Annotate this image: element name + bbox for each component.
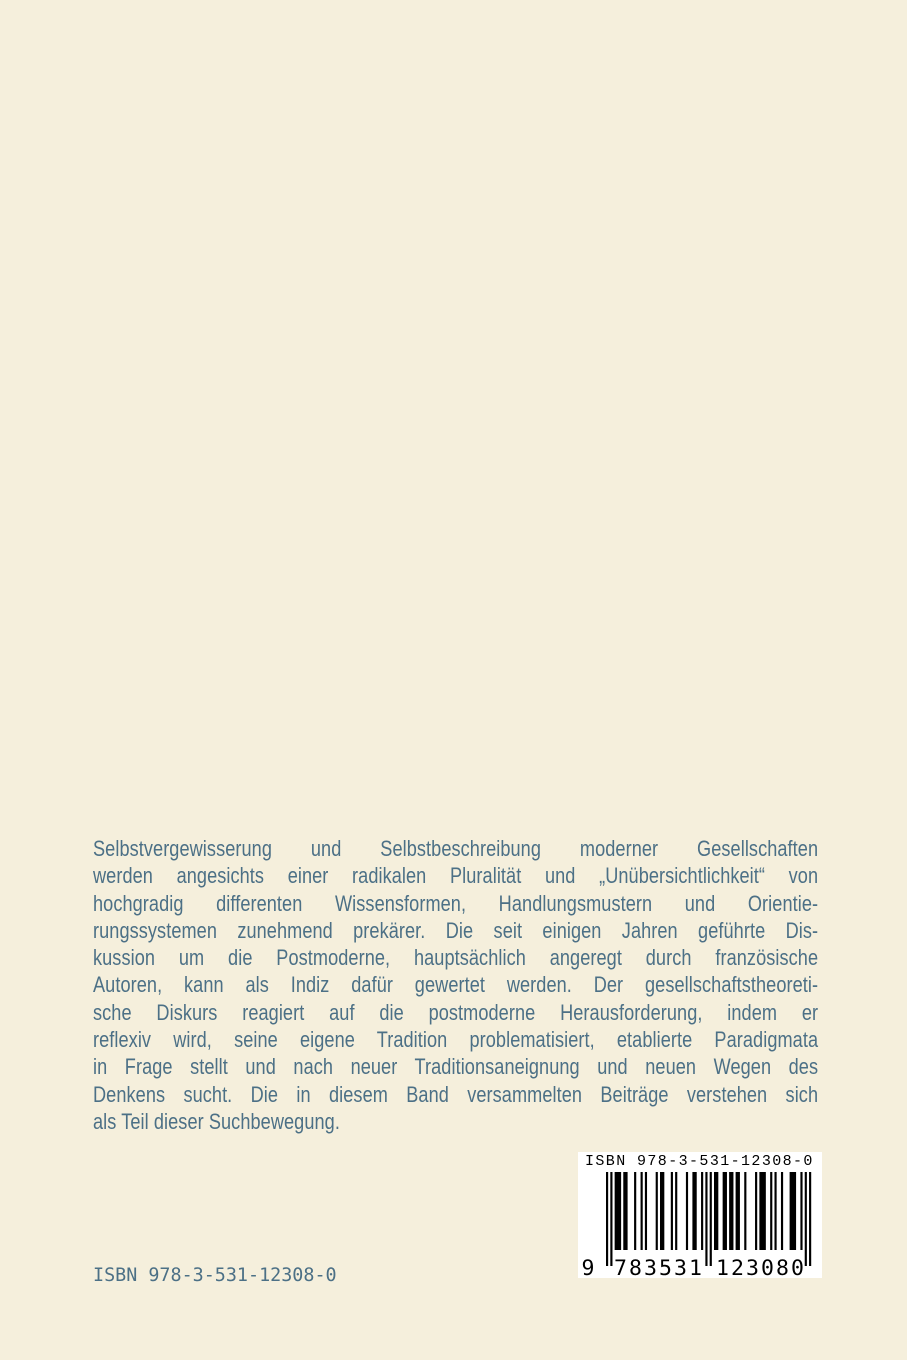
barcode-bar [790,1172,796,1250]
blurb-line: als Teil dieser Suchbewegung. [93,1108,340,1134]
blurb-line: werden angesichts einer radikalen Pluralität und „Unübersichtlichkeit“ von [93,863,819,889]
barcode-bar [615,1172,621,1250]
barcode-bar [701,1172,703,1250]
barcode-bar [800,1172,802,1250]
barcode-digits: 9 [581,1256,595,1278]
barcode-bar [714,1172,718,1250]
barcode-bar [675,1172,677,1250]
blurb-line: in Frage stellt und nach neuer Traditionsaneignung und neuen Wegen des [93,1054,819,1080]
barcode-bar [770,1172,772,1250]
barcode-bar [705,1172,707,1266]
blurb-line: Denkens sucht. Die in diesem Band versammelten Beiträge verstehen sich [93,1081,819,1107]
barcode-bar [671,1172,673,1250]
barcode-bar [710,1172,712,1266]
barcode-bar [645,1172,647,1250]
barcode-bar [623,1172,627,1250]
barcode-bar [736,1172,740,1250]
barcode-bar [729,1172,733,1250]
barcode-bar [774,1172,776,1250]
barcode-isbn-label: ISBN 978-3-531-12308-0 [585,1153,814,1170]
isbn-text: ISBN 978-3-531-12308-0 [93,1265,337,1286]
barcode-bar [805,1172,807,1266]
barcode-bar [781,1172,783,1250]
barcode-bar [641,1172,643,1250]
barcode-bar [755,1172,757,1250]
barcode-bar [759,1172,765,1250]
barcode-bar [606,1172,608,1266]
barcode-digits: 123080 [716,1256,804,1278]
barcode-bar [656,1172,658,1250]
barcode-bar [660,1172,664,1250]
barcode-bar [634,1172,636,1250]
barcode-bars-svg [578,1170,822,1278]
barcode-bar [686,1172,688,1250]
blurb-line: Autoren, kann als Indiz dafür gewertet werden. Der gesellschaftstheoreti- [93,972,819,998]
barcode-bar [809,1172,811,1266]
blurb-line: hochgradig differenten Wissensformen, Handlungsmustern und Orientie- [93,890,819,916]
blurb-line: Selbstvergewisserung und Selbstbeschreibung moderner Gesellschaften [93,836,819,861]
blurb-paragraph [93,835,818,1135]
barcode-digits: 783531 [614,1256,702,1278]
barcode-bar [610,1172,612,1266]
blurb-line: sche Diskurs reagiert auf die postmoderne Herausforderung, indem er [93,999,819,1025]
blurb-line: kussion um die Postmoderne, hauptsächlich angeregt durch französische [93,945,819,971]
barcode-bar [744,1172,746,1250]
barcode-bar [692,1172,696,1250]
barcode-bar [723,1172,727,1250]
blurb-line: reflexiv wird, seine eigene Tradition problematisiert, etablierte Paradigmata [93,1027,819,1053]
blurb-line: rungssystemen zunehmend prekärer. Die seit einigen Jahren geführte Dis- [93,917,819,943]
barcode [578,1152,822,1278]
